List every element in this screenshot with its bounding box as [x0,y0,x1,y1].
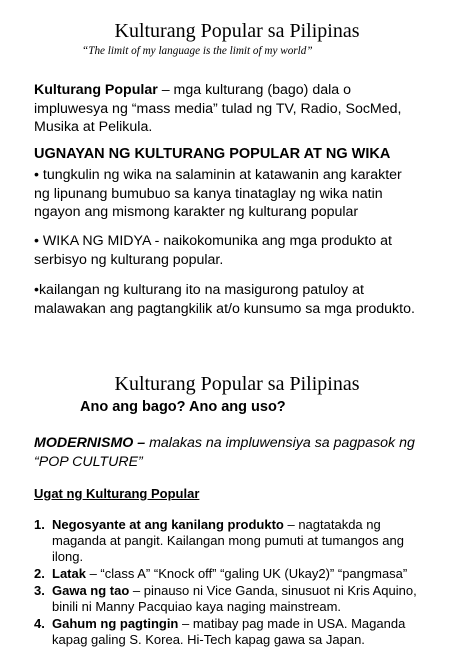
list-item-text: – “class A” “Knock off” “galing UK (Ukay2)” “pangmasa” [85,566,408,581]
bullet-2-line-1: • WIKA NG MIDYA - naikokomunika ang mga produkto at [34,233,392,249]
slide1-quote: “The limit of my language is the limit of my world” [82,45,313,57]
list-item-cont: ilong. [52,549,84,564]
definition-term: Kulturang Popular [34,82,158,98]
list-item [34,517,474,565]
list-item [34,616,474,648]
bullet-3-line-2: malawakan ang pagtangkilik at/o kunsumo sa mga produkto. [34,300,415,317]
list-item-text: – nagtatakda ng [283,517,381,532]
bullet-1-line-3: ngayon ang mismong karakter ng kulturang popular [34,204,359,220]
modernismo-term: MODERNISMO – [34,435,146,451]
slide2-title: Kulturang Popular sa Pilipinas [114,373,360,395]
list-item-term: Gahum ng pagtingin [52,616,179,631]
list-item-term: Gawa ng tao [52,583,130,598]
bullet-1-line-2: ng lipunang bumubuo sa kanya tinataglay ng wika natin [34,185,383,202]
list-number: 1. [34,517,45,532]
list-item-text: – matibay pag made in USA. Maganda [178,616,406,631]
modernismo-text: malakas na impluwensiya sa pagpasok ng [145,435,415,451]
list-number: 2. [34,566,45,581]
bullet-3-line-1: •kailangan ng kulturang ito na masigurong patuloy at [34,282,364,298]
definition-text: – mga kulturang (bago) dala o [157,82,351,98]
definition-line-3: Musika at Pelikula. [34,119,153,135]
ugat-heading: Ugat ng Kulturang Popular [34,486,200,501]
bullet-3 [34,281,464,318]
definition-paragraph [34,81,464,137]
ugat-list [34,517,474,648]
list-item-cont: kapag galing S. Korea. Hi-Tech kapag gawa sa Japan. [52,632,365,647]
bullet-2 [34,232,464,269]
section-heading: UGNAYAN NG KULTURANG POPULAR AT NG WIKA [34,146,391,162]
slide1-title: Kulturang Popular sa Pilipinas [114,20,360,42]
modernismo-paragraph [34,434,464,471]
modernismo-line-2: “POP CULTURE” [34,453,143,470]
definition-line-2: impluwesya ng “mass media” tulad ng TV, Radio, SocMed, [34,100,402,117]
list-item [34,583,474,615]
slide2-question: Ano ang bago? Ano ang uso? [80,399,286,415]
list-item-cont: maganda at pangit. Kailangan mong pumuti at tumangos ang [52,533,404,548]
list-item-term: Negosyante at ang kanilang produkto [52,517,284,532]
list-number: 3. [34,583,45,598]
list-item [34,566,474,582]
bullet-2-line-2: serbisyo ng kulturang popular. [34,251,224,268]
bullet-1-line-1: • tungkulin ng wika na salaminin at katawanin ang karakter [34,167,402,183]
list-item-cont: binili ni Manny Pacquiao kaya naging mainstream. [52,599,342,614]
list-number: 4. [34,616,45,631]
list-item-text: – pinauso ni Vice Ganda, sinusuot ni Kris Aquino, [129,583,417,598]
list-item-term: Latak [52,566,86,581]
bullet-1 [34,166,464,222]
